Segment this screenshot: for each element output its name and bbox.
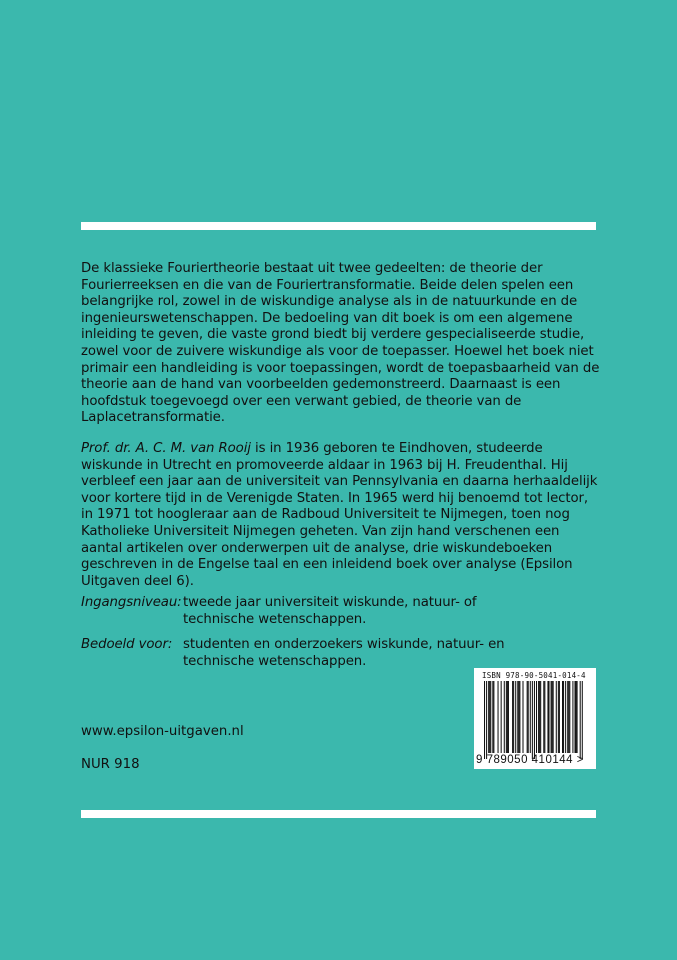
barcode-bar	[518, 681, 519, 753]
barcode-bar	[493, 681, 494, 753]
barcode-bar	[543, 681, 544, 753]
isbn-label: ISBN 978-90-5041-014-4	[482, 671, 586, 680]
barcode-bar	[580, 681, 581, 759]
barcode-bar	[556, 681, 557, 753]
barcode-bar	[558, 681, 559, 753]
top-divider	[81, 222, 596, 230]
barcode-bar	[489, 681, 490, 753]
barcode-bar	[539, 681, 540, 753]
barcode-bar	[530, 681, 531, 753]
barcode-bar	[498, 681, 499, 753]
barcode-bar	[569, 681, 570, 753]
audience-value: studenten en onderzoekers wiskunde, natuur- en technische wetenschappen.	[183, 637, 505, 669]
barcode-bar	[544, 681, 545, 753]
barcode-bar	[507, 681, 508, 753]
barcode-bar	[547, 681, 548, 753]
barcode-bar	[567, 681, 568, 753]
barcode-bar	[552, 681, 553, 753]
barcode-digits: 9 789050 410144 >	[476, 754, 584, 766]
book-description: De klassieke Fouriertheorie bestaat uit twee gedeelten: de theorie der Fourierreeksen en die van de Fouriertransformatie. Beide delen spelen een belangrijke rol, zowel in de wiskundige analyse als in de natuurkunde en de ingenieurswetenschappen. De bedoeling van dit boek is om een algemene inleiding te geven, die vaste grond biedt bij verdere gespecialiseerde studie, zowel voor de zuivere wiskundige als voor de toepasser. Hoewel het boek niet primair een handleiding is voor toepassingen, wordt de toepasbaarheid van de theorie aan de hand van voorbeelden gedemonstreerd. Daarnaast is een hoofdstuk toegevoegd over een verwant gebied, de theorie van de Laplacetransformatie.	[81, 261, 600, 426]
barcode-bar	[492, 681, 493, 753]
barcode-bar	[508, 681, 509, 753]
barcode-bar	[513, 681, 514, 753]
barcode-bar	[572, 681, 573, 753]
barcode-bar	[490, 681, 491, 753]
barcode-bar	[563, 681, 564, 753]
barcode-bar	[504, 681, 505, 753]
author-bio	[81, 441, 601, 590]
barcode-bar	[577, 681, 578, 753]
barcode-bar	[582, 681, 583, 759]
barcode-bar	[559, 681, 560, 753]
level-label: Ingangsniveau:	[81, 595, 182, 610]
barcode-bar	[506, 681, 507, 753]
barcode-bar	[527, 681, 528, 753]
barcode-bar	[574, 681, 575, 753]
barcode-bar	[515, 681, 516, 753]
nur-code: NUR 918	[81, 757, 140, 772]
barcode-bar	[565, 681, 566, 753]
publisher-website: www.epsilon-uitgaven.nl	[81, 724, 244, 739]
barcode-bar	[522, 681, 523, 753]
barcode-bar	[576, 681, 577, 753]
bottom-divider	[81, 810, 596, 818]
barcode-bar	[517, 681, 518, 753]
barcode-bar	[536, 681, 537, 753]
barcode-bar	[534, 681, 535, 759]
barcode-bar	[488, 681, 489, 753]
barcode-bar	[548, 681, 549, 753]
barcode-bar	[568, 681, 569, 753]
barcode-bar	[553, 681, 554, 753]
barcode-bar	[484, 681, 485, 759]
author-name: Prof. dr. A. C. M. van Rooij	[81, 441, 251, 456]
barcode-bar	[532, 681, 533, 759]
barcode-bar	[562, 681, 563, 753]
barcode-bar	[538, 681, 539, 753]
barcode-bar	[486, 681, 487, 759]
barcode-bar	[528, 681, 529, 753]
barcode-bar	[551, 681, 552, 753]
author-bio-text: is in 1936 geboren te Eindhoven, studeerde wiskunde in Utrecht en promoveerde aldaar in 1963 bij H. Freudenthal. Hij verbleef een jaar aan de universiteit van Pennsylvania en daarna herhaaldelijk voor kortere tijd in de Verenigde Staten. In 1965 werd hij benoemd tot lector, in 1971 tot hoogleraar aan de Radboud Universiteit te Nijmegen, toen nog Katholieke Universiteit Nijmegen geheten. Van zijn hand verschenen een aantal artikelen over onderwerpen uit de analyse, drie wiskundeboeken geschreven in de Engelse taal en een inleidend boek over analyse (Epsilon Uitgaven deel 6).	[81, 441, 598, 589]
barcode-bar	[519, 681, 520, 753]
level-value: tweede jaar universiteit wiskunde, natuur- of technische wetenschappen.	[183, 595, 477, 627]
barcode-bar	[501, 681, 502, 753]
isbn-barcode	[474, 668, 596, 769]
barcode-bar	[540, 681, 541, 753]
barcode-bar	[512, 681, 513, 753]
audience-label: Bedoeld voor:	[81, 637, 173, 652]
